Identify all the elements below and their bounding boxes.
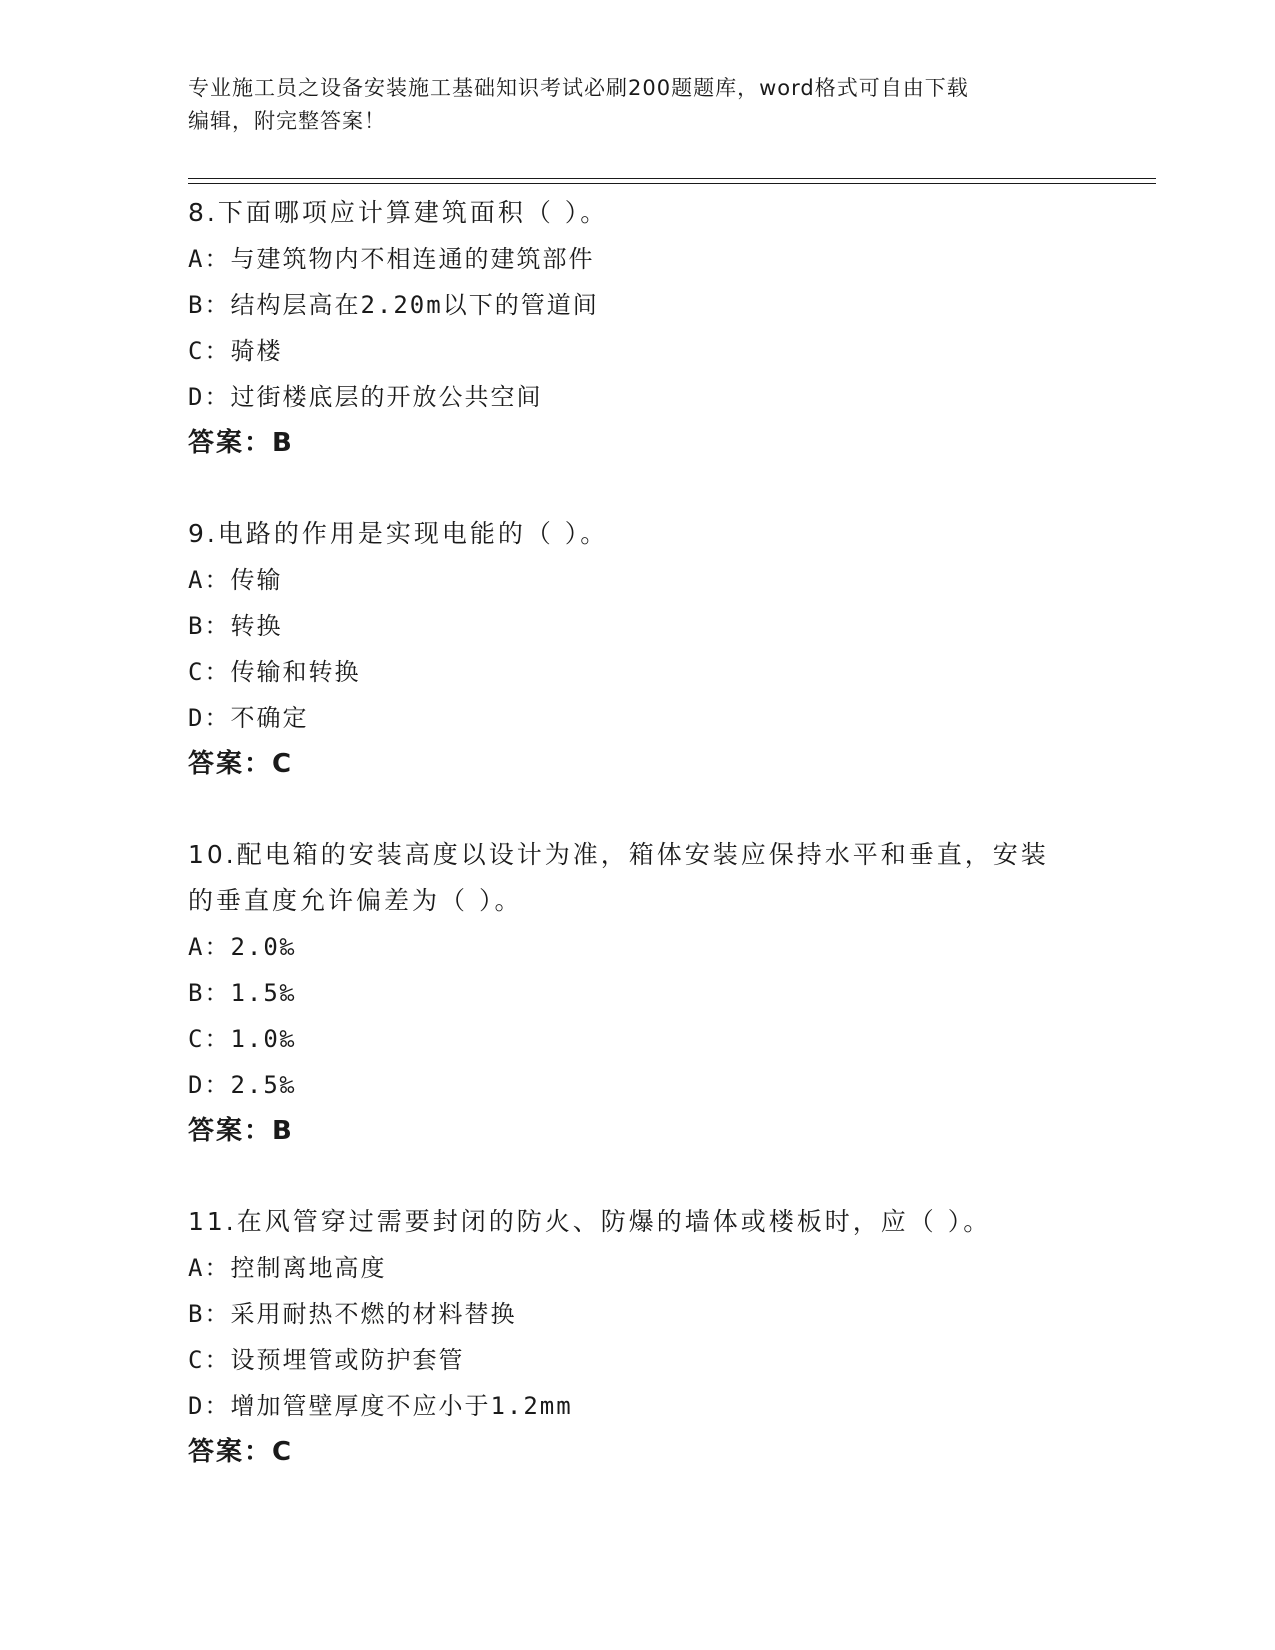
- header-divider-top: [188, 178, 1156, 179]
- option-c: C：1.0‰: [188, 1025, 297, 1053]
- question-title-line-2: 的垂直度允许偏差为（ ）。: [188, 886, 523, 915]
- option-a: A：传输: [188, 566, 283, 594]
- option-b: B：1.5‰: [188, 979, 297, 1007]
- option-d: D：不确定: [188, 704, 309, 732]
- header-line-1: 专业施工员之设备安装施工基础知识考试必刷200题题库，word格式可自由下载: [188, 76, 969, 100]
- question-title: 11.在风管穿过需要封闭的防火、防爆的墙体或楼板时，应（ ）。: [188, 1207, 992, 1236]
- option-a: A：与建筑物内不相连通的建筑部件: [188, 245, 595, 273]
- option-d: D：2.5‰: [188, 1071, 297, 1099]
- question-8: [188, 190, 1088, 466]
- question-10: [188, 832, 1088, 1154]
- option-b: B：结构层高在2.20m以下的管道间: [188, 291, 599, 319]
- header-divider-bottom: [188, 183, 1156, 184]
- answer: 答案：C: [188, 1437, 294, 1467]
- option-c: C：传输和转换: [188, 658, 361, 686]
- question-9: [188, 511, 1088, 787]
- option-d: D：过街楼底层的开放公共空间: [188, 383, 543, 411]
- answer: 答案：B: [188, 428, 294, 458]
- answer: 答案：B: [188, 1116, 294, 1146]
- question-title-line-1: 10.配电箱的安装高度以设计为准，箱体安装应保持水平和垂直，安装: [188, 840, 1049, 869]
- option-a: A：控制离地高度: [188, 1254, 387, 1282]
- question-list: [188, 190, 1088, 1520]
- option-c: C：骑楼: [188, 337, 283, 365]
- header-line-2: 编辑，附完整答案！: [188, 109, 386, 133]
- question-title: 8.下面哪项应计算建筑面积（ ）。: [188, 198, 609, 227]
- option-b: B：转换: [188, 612, 283, 640]
- document-header: [188, 72, 1068, 138]
- option-d: D：增加管壁厚度不应小于1.2mm: [188, 1392, 573, 1420]
- option-c: C：设预埋管或防护套管: [188, 1346, 465, 1374]
- answer: 答案：C: [188, 749, 294, 779]
- option-b: B：采用耐热不燃的材料替换: [188, 1300, 517, 1328]
- question-title: 9.电路的作用是实现电能的（ ）。: [188, 519, 609, 548]
- option-a: A：2.0‰: [188, 933, 297, 961]
- question-11: [188, 1199, 1088, 1475]
